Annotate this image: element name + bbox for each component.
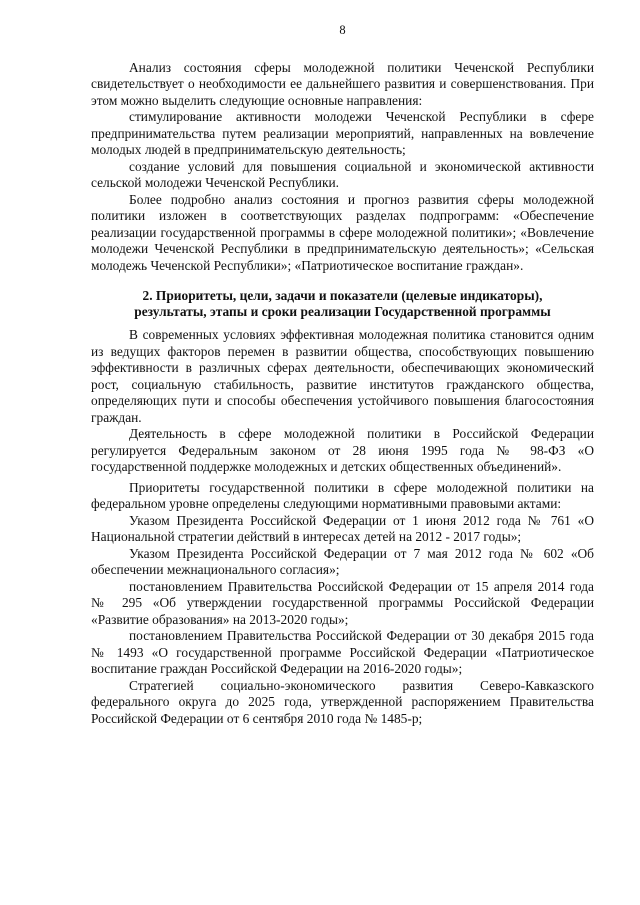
paragraph-direction-entrepreneurship: стимулирование активности молодежи Чеченской Республики в сфере предпринимательства путем реализации мероприятий, направленных на вовлечение молодых людей в предпринимательскую деятельность; <box>91 109 594 157</box>
paragraph-direction-rural-youth: создание условий для повышения социальной и экономической активности сельской молодежи Чеченской Республики. <box>91 158 594 190</box>
paragraph-federal-law: Деятельность в сфере молодежной политики в Российской Федерации регулируется Федеральным законом от 28 июня 1995 года № 98-ФЗ «О государственной поддержке молодежных и детских общественных объединений». <box>91 426 594 474</box>
section-heading-line-1: 2. Приоритеты, цели, задачи и показатели (целевые индикаторы), <box>142 288 543 303</box>
paragraph-modern-conditions: В современных условиях эффективная молодежная политика становится одним из ведущих факторов перемен в развитии общества, способствующих повышению эффективности в различных сферах деятельности, обеспечивающих экономический рост, социальную стабильность, развитие институтов гражданского общества, определяющих пути и способы обеспечения устойчивого повышения благосостояния граждан. <box>91 327 594 425</box>
paragraph-priorities: Приоритеты государственной политики в сфере молодежной политики на федеральном уровне определены следующими нормативными правовыми актами: <box>91 479 594 511</box>
paragraph-decree-602: Указом Президента Российской Федерации от 7 мая 2012 года № 602 «Об обеспечении межнационального согласия»; <box>91 545 594 577</box>
paragraph-decree-761: Указом Президента Российской Федерации от 1 июня 2012 года № 761 «О Национальной стратегии действий в интересах детей на 2012 - 2017 годы»; <box>91 512 594 544</box>
paragraph-subprograms: Более подробно анализ состояния и прогноз развития сферы молодежной политики изложен в соответствующих разделах подпрограмм: «Обеспечение реализации государственной программы в сфере молодежной политики»; «Вовлечение молодежи Чеченской Республики в предпринимательскую деятельность»; «Сельская молодежь Чеченской Республики»; «Патриотическое воспитание граждан». <box>91 191 594 273</box>
document-page <box>91 22 594 727</box>
paragraph-resolution-1493: постановлением Правительства Российской Федерации от 30 декабря 2015 года № 1493 «О государственной программе Российской Федерации «Патриотическое воспитание граждан Российской Федерации на 2016-2020 годы»; <box>91 628 594 676</box>
paragraph-strategy-skfo: Стратегией социально-экономического развития Северо-Кавказского федерального округа до 2025 года, утвержденной распоряжением Правительства Российской Федерации от 6 сентября 2010 года № 1485-р; <box>91 677 594 726</box>
page-number: 8 <box>339 23 346 37</box>
paragraph-resolution-295: постановлением Правительства Российской Федерации от 15 апреля 2014 года № 295 «Об утверждении государственной программы Российской Федерации «Развитие образования» на 2013-2020 годы»; <box>91 578 594 627</box>
paragraph-analysis: Анализ состояния сферы молодежной политики Чеченской Республики свидетельствует о необходимости ее дальнейшего развития и совершенствования. При этом можно выделить следующие основные направления: <box>91 59 594 108</box>
section-heading <box>91 288 594 319</box>
section-heading-line-2: результаты, этапы и сроки реализации Государственной программы <box>134 303 551 319</box>
